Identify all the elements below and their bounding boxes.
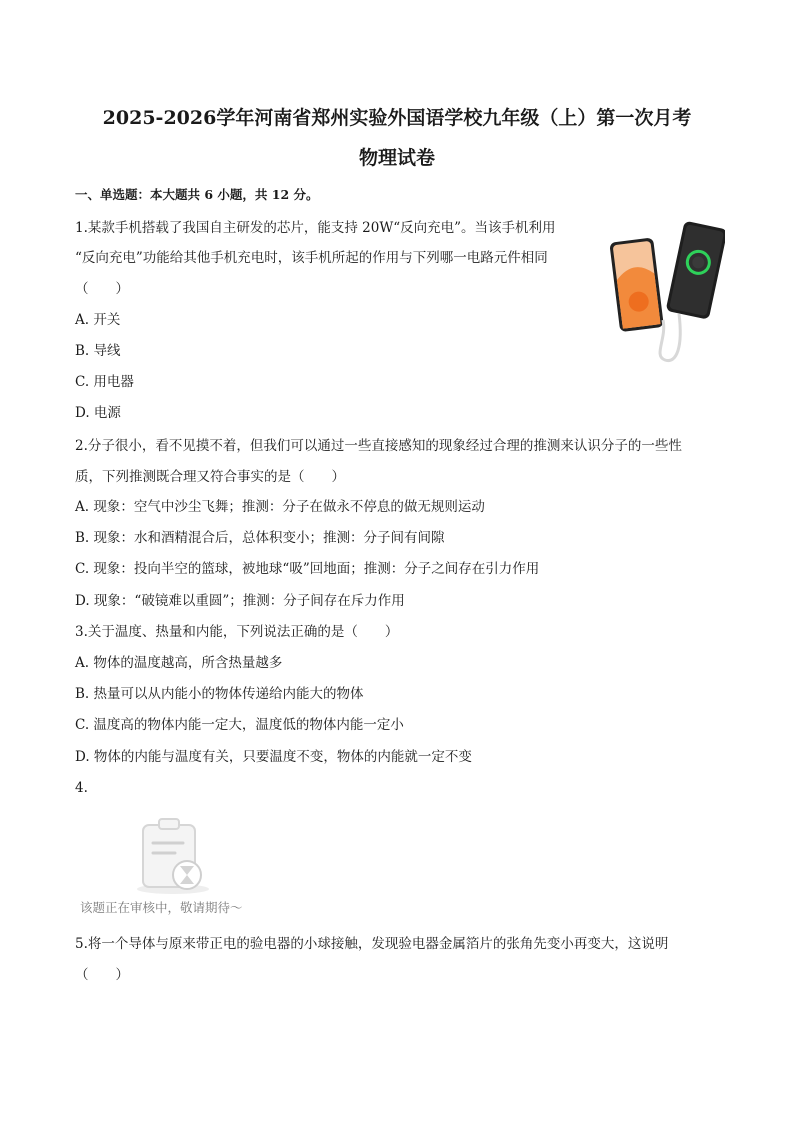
question-2-option-c: C. 现象：投向半空的篮球，被地球“吸”回地面；推测：分子之间存在引力作用 <box>75 561 540 577</box>
question-5-line-1: 5.将一个导体与原来带正电的验电器的小球接触，发现验电器金属箔片的张角先变小再变大，这说明 <box>75 936 669 952</box>
question-2-option-a: A. 现象：空气中沙尘飞舞；推测：分子在做永不停息的做无规则运动 <box>75 499 485 515</box>
question-2-line-2: 质，下列推测既合理又符合事实的是（ ） <box>75 469 345 485</box>
question-2-option-d: D. 现象：“破镜难以重圆”；推测：分子间存在斥力作用 <box>75 593 405 609</box>
question-2-option-b: B. 现象：水和酒精混合后，总体积变小；推测：分子间有间隙 <box>75 530 445 546</box>
phones-reverse-charging-icon <box>605 218 725 366</box>
question-1-option-c: C. 用电器 <box>75 374 134 390</box>
question-2-line-1: 2.分子很小，看不见摸不着，但我们可以通过一些直接感知的现象经过合理的推测来认识分子的一些性 <box>75 438 682 454</box>
page-title-line2: 物理试卷 <box>358 147 435 169</box>
question-4-line-1: 4. <box>75 780 88 796</box>
question-1-line-1: 1.某款手机搭载了我国自主研发的芯片，能支持 20W“反向充电”。当该手机利用 <box>75 220 556 236</box>
question-3-option-c: C. 温度高的物体内能一定大，温度低的物体内能一定小 <box>75 717 404 733</box>
question-1-option-d: D. 电源 <box>75 405 121 421</box>
page-title-line1: 2025-2026学年河南省郑州实验外国语学校九年级（上）第一次月考 <box>102 107 692 129</box>
question-1-option-a: A. 开关 <box>75 312 121 328</box>
question-1-line-2: “反向充电”功能给其他手机充电时，该手机所起的作用与下列哪一电路元件相同 <box>75 250 548 266</box>
question-1-option-b: B. 导线 <box>75 343 121 359</box>
question-3-option-b: B. 热量可以从内能小的物体传递给内能大的物体 <box>75 686 364 702</box>
question-3-option-d: D. 物体的内能与温度有关，只要温度不变，物体的内能就一定不变 <box>75 749 472 765</box>
section-heading: 一、单选题：本大题共 6 小题，共 12 分。 <box>75 187 319 202</box>
pending-review-text: 该题正在审核中，敬请期待～ <box>80 900 243 915</box>
question-1-line-3: （ ） <box>75 281 129 297</box>
question-5-line-2: （ ） <box>75 967 129 983</box>
question-3-option-a: A. 物体的温度越高，所含热量越多 <box>75 655 283 671</box>
question-3-line-1: 3.关于温度、热量和内能，下列说法正确的是（ ） <box>75 624 399 640</box>
